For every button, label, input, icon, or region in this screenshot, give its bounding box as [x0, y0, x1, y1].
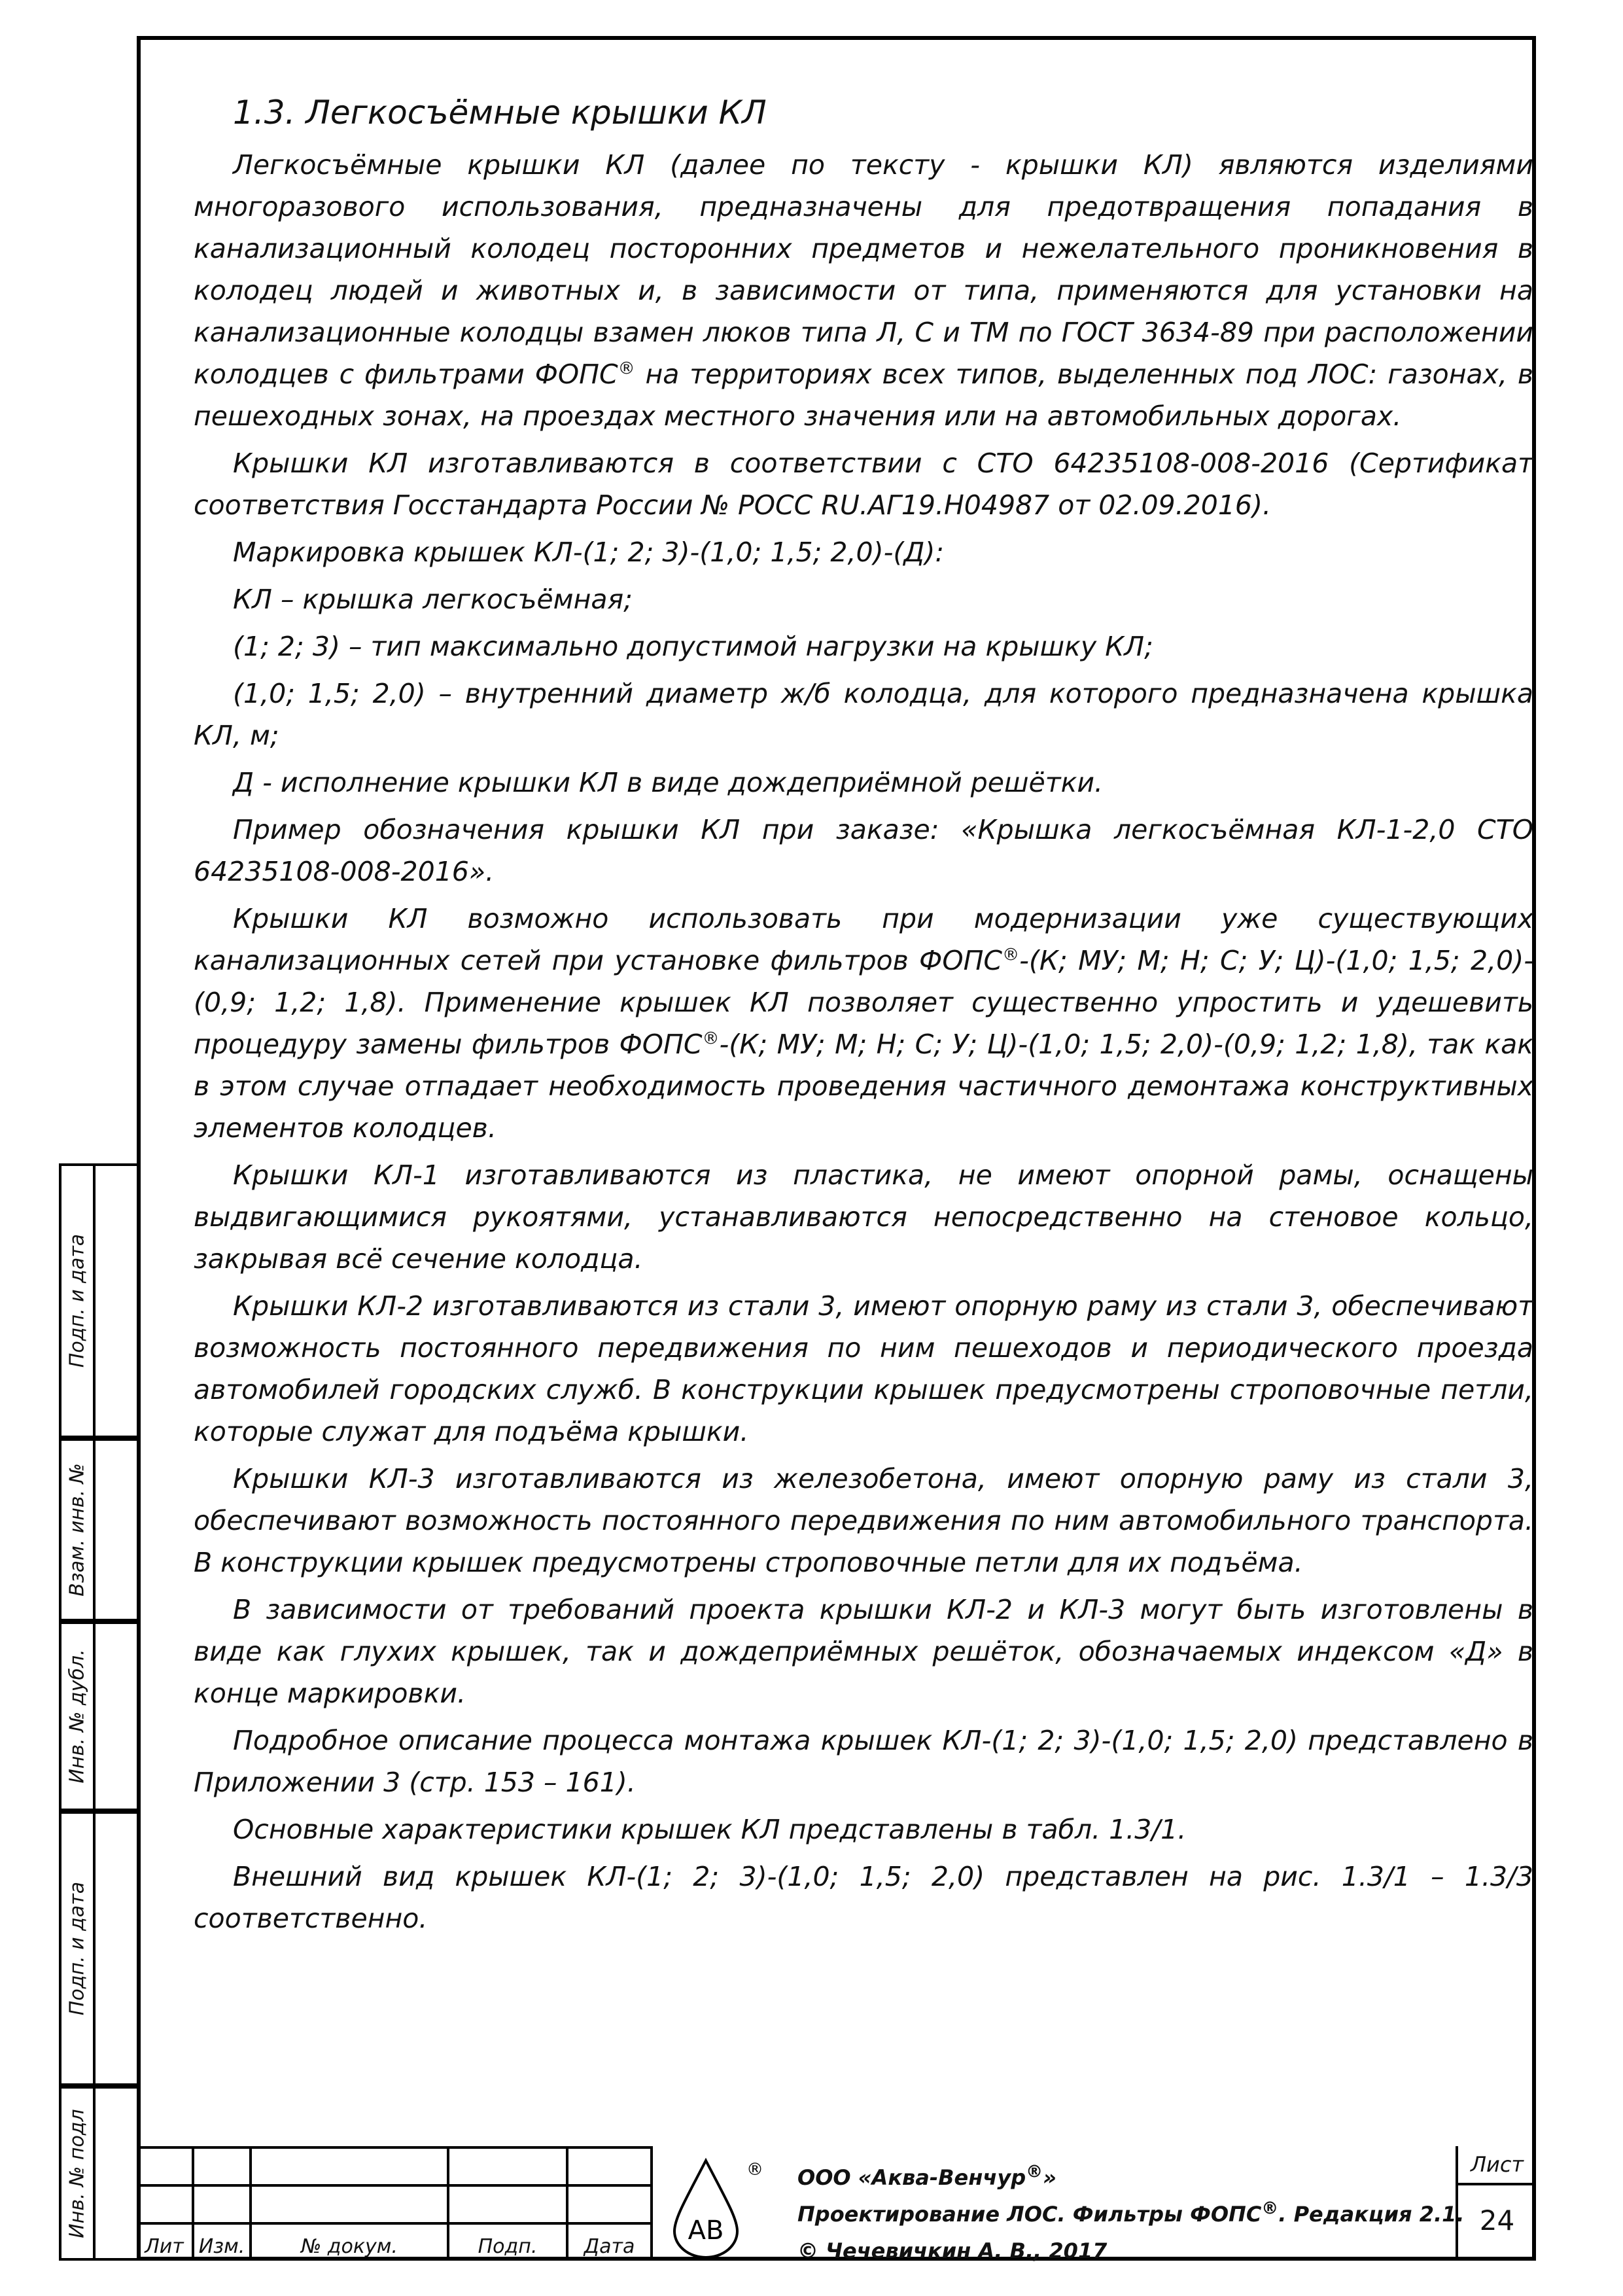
side-cell-orig-inv	[59, 2086, 137, 2261]
column-label-date: Дата	[584, 2235, 635, 2258]
side-cell-replace-inv	[59, 1438, 137, 1621]
title-block	[137, 2146, 1536, 2261]
sheet-box	[1456, 2146, 1536, 2261]
sheet-number: 24	[1479, 2204, 1515, 2236]
paragraph-variants: В зависимости от требований проекта крышки КЛ-2 и КЛ-3 могут быть изготовлены в виде как глухих крышек, так и дождеприёмных решёток, обозначаемых индексом «Д» в конце маркировки.	[194, 1594, 1533, 1709]
copyright: © Чечевичкин А. В., 2017	[797, 2238, 1108, 2263]
side-label: Инв. № подл	[65, 2108, 89, 2238]
side-label: Инв. № дубл.	[65, 1649, 89, 1784]
aqua-venture-logo	[660, 2153, 784, 2257]
paragraph-installation: Подробное описание процесса монтажа крышек КЛ-(1; 2; 3)-(1,0; 1,5; 2,0) представлено в Приложении 3 (стр. 153 – 161).	[194, 1725, 1533, 1798]
logo-registered-mark: ®	[746, 2160, 763, 2180]
side-label: Подп. и дата	[65, 1881, 89, 2016]
sheet-label: Лист	[1458, 2146, 1536, 2185]
paragraph-intro: Легкосъёмные крышки КЛ (далее по тексту - крышки КЛ) являются изделиями многоразового использования, предназначены для предотвращения попадания в канализационный колодец посторонних предметов и нежелательного проникновения в колодец людей и животных и, в зависимости от типа, применяются для установки на канализационные колодцы взамен люков типа Л, С и ТМ по ГОСТ 3634-89 при расположении колодцев с фильтрами ФОПС® на территориях всех типов, выделенных под ЛОС: газонах, в пешеходных зонах, на проездах местного значения или на автомобильных дорогах.	[194, 149, 1534, 432]
side-cell-sign-date-2	[59, 1811, 137, 2086]
column-label-doc-number: № докум.	[301, 2235, 398, 2258]
column-label-change: Изм.	[198, 2235, 245, 2258]
paragraph-kl1: Крышки КЛ-1 изготавливаются из пластика, не имеют опорной рамы, оснащены выдвигающимися рукоятями, устанавливаются непосредственно на стеновое кольцо, закрывая всё сечение колодца.	[194, 1159, 1533, 1275]
side-label: Взам. инв. №	[65, 1463, 89, 1597]
paragraph-modernization: Крышки КЛ возможно использовать при модернизации уже существующих канализационных сетей при установке фильтров ФОПС®-(К; МУ; М; Н; С; У; Ц)-(1,0; 1,5; 2,0)-(0,9; 1,2; 1,8). Применение крышек КЛ позволяет существенно упростить и удешевить процедуру замены фильтров ФОПС®-(К; МУ; М; Н; С; У; Ц)-(1,0; 1,5; 2,0)-(0,9; 1,2; 1,8), так как в этом случае отпадает необходимость проведения частичного демонтажа конструктивных элементов колодцев.	[194, 903, 1534, 1144]
column-label-lit: Лит	[145, 2235, 184, 2258]
paragraph-marking-kl: КЛ – крышка легкосъёмная;	[233, 584, 633, 615]
paragraph-appearance: Внешний вид крышек КЛ-(1; 2; 3)-(1,0; 1,5; 2,0) представлен на рис. 1.3/1 – 1.3/3 соответственно.	[194, 1861, 1533, 1934]
company-name: ООО «Аква-Венчур®»	[797, 2162, 1056, 2190]
paragraph-marking-type: (1; 2; 3) – тип максимально допустимой нагрузки на крышку КЛ;	[233, 631, 1153, 662]
project-info	[797, 2159, 1465, 2269]
side-stamp	[59, 1163, 137, 2261]
section-heading: 1.3. Легкосъёмные крышки КЛ	[233, 94, 767, 132]
logo-text: АВ	[688, 2216, 724, 2246]
paragraph-order-example: Пример обозначения крышки КЛ при заказе: «Крышка легкосъёмная КЛ-1-2,0 СТО 64235108-008-2016».	[194, 814, 1533, 887]
project-title: Проектирование ЛОС. Фильтры ФОПС®. Редакция 2.1.	[797, 2199, 1465, 2227]
paragraph-characteristics: Основные характеристики крышек КЛ представлены в табл. 1.3/1.	[233, 1814, 1187, 1845]
column-label-signature: Подп.	[478, 2235, 538, 2258]
side-cell-sign-date-1	[59, 1163, 137, 1438]
side-label: Подп. и дата	[65, 1233, 89, 1368]
side-cell-dup-inv	[59, 1621, 137, 1811]
document-body	[194, 92, 1535, 1945]
paragraph-certification: Крышки КЛ изготавливаются в соответствии с СТО 64235108-008-2016 (Сертификат соответствия Госстандарта России № РОСС RU.АГ19.Н04987 от 02.09.2016).	[194, 448, 1533, 521]
paragraph-kl2: Крышки КЛ-2 изготавливаются из стали 3, имеют опорную раму из стали 3, обеспечивают возможность постоянного передвижения по ним пешеходов и периодического проезда автомобилей городских служб. В конструкции крышек предусмотрены строповочные петли, которые служат для подъёма крышки.	[194, 1290, 1533, 1447]
revision-grid	[137, 2146, 650, 2261]
paragraph-kl3: Крышки КЛ-3 изготавливаются из железобетона, имеют опорную раму из стали 3, обеспечивают возможность постоянного передвижения по ним автомобильного транспорта. В конструкции крышек предусмотрены строповочные петли для их подъёма.	[194, 1463, 1533, 1578]
paragraph-marking-d: Д - исполнение крышки КЛ в виде дождеприёмной решётки.	[233, 767, 1104, 798]
paragraph-marking: Маркировка крышек КЛ-(1; 2; 3)-(1,0; 1,5; 2,0)-(Д):	[233, 537, 945, 568]
paragraph-marking-diameter: (1,0; 1,5; 2,0) – внутренний диаметр ж/б колодца, для которого предназначена крышка КЛ, м;	[194, 678, 1533, 751]
